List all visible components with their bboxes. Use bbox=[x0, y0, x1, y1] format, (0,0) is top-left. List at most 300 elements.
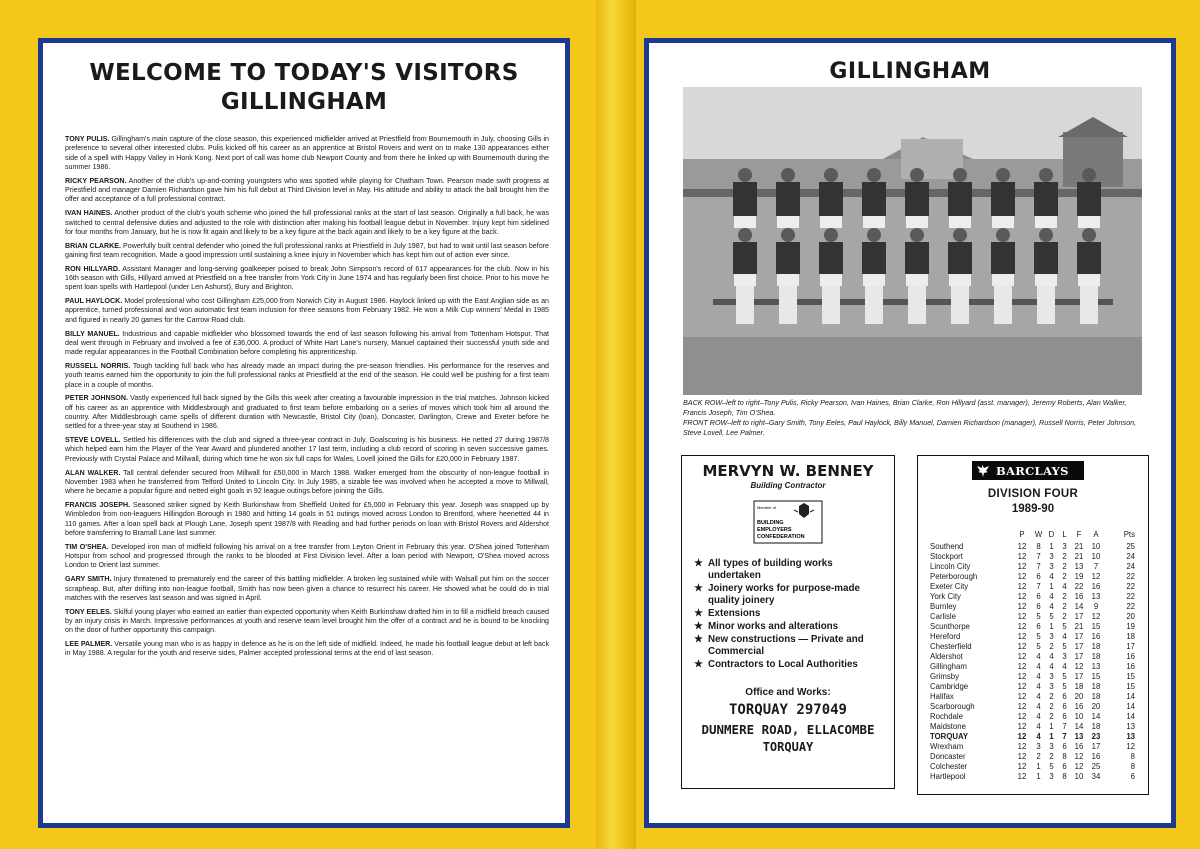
column-header: L bbox=[1062, 530, 1067, 539]
table-cell: 12 bbox=[1017, 632, 1027, 641]
advert-service-item bbox=[694, 583, 886, 607]
table-row bbox=[930, 642, 1135, 652]
table-cell: 22 bbox=[1074, 582, 1084, 591]
building-employers-logo bbox=[753, 500, 823, 544]
player-figure bbox=[776, 228, 800, 324]
advert-company-name: MERVYN W. BENNEY bbox=[702, 462, 874, 480]
photo-caption bbox=[683, 398, 1143, 438]
table-cell: 12 bbox=[1017, 692, 1027, 701]
column-header: P bbox=[1019, 530, 1025, 539]
profile-text: Seasoned striker signed by Keith Burkinshaw from Sheffield United for £5,000 in February this year. Joseph was snapped up by Wimbledon from non-leaguers Hillingdon Borough in 1980 and hitting 14 goals in 51 outings moved across London to Brentford, where heenetted 44 in 110 games. After a loan spell back at Plough Lane, Joseph spent 1987/8 with Reading and had further periods on loan with Bristol Rovers and Aldershot before transferring to Bramall Lane last summer. bbox=[65, 500, 549, 538]
table-row bbox=[930, 762, 1135, 772]
table-cell: 1 bbox=[1049, 622, 1054, 631]
team-name: Rochdale bbox=[930, 712, 963, 721]
table-cell: 5 bbox=[1036, 642, 1041, 651]
table-row bbox=[930, 682, 1135, 692]
table-cell: 7 bbox=[1036, 552, 1041, 561]
advert-service-item bbox=[694, 659, 886, 671]
profile-text: Tough tackling full back who has already made an impact during the pre-season friendlies. His performance for the reserves and youth teams earned him the opportunity to join the full professional ranks at Priestfield at the end of the season. He could well be pushing for a first team place in a couple of months. bbox=[65, 361, 549, 389]
division-title: DIVISION FOUR bbox=[987, 488, 1079, 500]
profile-player-name: RON HILLYARD. bbox=[65, 264, 120, 273]
team-name: Carlisle bbox=[930, 612, 956, 621]
table-cell: 14 bbox=[1074, 722, 1084, 731]
advert-service-text: New constructions — Private and Commercial bbox=[708, 634, 864, 657]
player-figure bbox=[991, 228, 1015, 324]
team-name: Chesterfield bbox=[930, 642, 972, 651]
table-cell: 9 bbox=[1093, 602, 1099, 611]
table-cell: 6 bbox=[1036, 572, 1041, 581]
table-cell: 6 bbox=[1130, 772, 1135, 781]
table-cell: 4 bbox=[1062, 632, 1067, 641]
table-cell: 2 bbox=[1062, 592, 1067, 601]
profile-text: Powerfully built central defender who joined the full professional ranks at Priestfield in July 1987, but had to wait until last season before gaining first team recognition. Made a good impression until sustaining a knee injury in November which has kept him out of action ever since. bbox=[65, 241, 549, 259]
player-figure bbox=[733, 228, 757, 324]
player-profile bbox=[65, 469, 549, 497]
player-figure bbox=[905, 228, 929, 324]
table-cell: 1 bbox=[1049, 722, 1054, 731]
table-cell: 12 bbox=[1017, 542, 1027, 551]
table-cell: 2 bbox=[1049, 692, 1054, 701]
table-cell: 2 bbox=[1062, 552, 1067, 561]
table-cell: 5 bbox=[1062, 642, 1067, 651]
table-cell: 12 bbox=[1017, 552, 1027, 561]
table-cell: 19 bbox=[1074, 572, 1084, 581]
table-cell: 16 bbox=[1091, 752, 1101, 761]
table-cell: 22 bbox=[1126, 572, 1135, 581]
profile-player-name: RICKY PEARSON. bbox=[65, 176, 127, 185]
table-cell: 12 bbox=[1017, 652, 1027, 661]
team-name: Doncaster bbox=[930, 752, 966, 761]
table-cell: 8 bbox=[1130, 752, 1135, 761]
team-photo bbox=[683, 87, 1142, 395]
table-row bbox=[930, 752, 1135, 762]
table-cell: 17 bbox=[1074, 642, 1084, 651]
table-cell: 7 bbox=[1036, 582, 1041, 591]
table-cell: 10 bbox=[1091, 552, 1101, 561]
table-cell: 2 bbox=[1036, 752, 1041, 761]
table-cell: 6 bbox=[1036, 622, 1041, 631]
table-cell: 20 bbox=[1126, 612, 1135, 621]
profile-player-name: TIM O'SHEA. bbox=[65, 542, 109, 551]
table-cell: 7 bbox=[1093, 562, 1099, 571]
table-cell: 8 bbox=[1036, 542, 1041, 551]
table-cell: 3 bbox=[1049, 672, 1054, 681]
column-header: W bbox=[1034, 530, 1043, 539]
table-cell: 2 bbox=[1062, 612, 1067, 621]
advert-service-text: All types of building works undertaken bbox=[708, 558, 833, 581]
table-cell: 12 bbox=[1074, 662, 1084, 671]
star-icon: ★ bbox=[694, 583, 703, 594]
table-cell: 12 bbox=[1074, 752, 1084, 761]
profile-player-name: TONY PULIS. bbox=[65, 135, 110, 143]
table-cell: 6 bbox=[1062, 702, 1067, 711]
table-cell: 4 bbox=[1036, 682, 1041, 691]
player-figure bbox=[1077, 228, 1101, 324]
logo-text-confederation: CONFEDERATION bbox=[757, 534, 805, 540]
table-cell: 18 bbox=[1091, 682, 1101, 691]
team-name: Gillingham bbox=[930, 662, 967, 671]
team-name: Grimsby bbox=[930, 672, 960, 681]
team-title: GILLINGHAM bbox=[829, 59, 991, 84]
player-profile bbox=[65, 135, 549, 172]
table-cell: 18 bbox=[1126, 632, 1135, 641]
table-cell: 17 bbox=[1074, 652, 1084, 661]
table-row bbox=[930, 772, 1135, 782]
league-table-header bbox=[930, 530, 1135, 540]
table-cell: 12 bbox=[1017, 752, 1027, 761]
table-cell: 17 bbox=[1091, 742, 1101, 751]
table-cell: 5 bbox=[1036, 632, 1041, 641]
left-page bbox=[38, 38, 570, 828]
table-cell: 13 bbox=[1126, 722, 1135, 731]
table-cell: 4 bbox=[1049, 652, 1054, 661]
table-cell: 3 bbox=[1049, 632, 1054, 641]
table-cell: 8 bbox=[1062, 772, 1067, 781]
table-cell: 17 bbox=[1126, 642, 1135, 651]
table-row bbox=[930, 592, 1135, 602]
table-cell: 12 bbox=[1017, 772, 1027, 781]
player-profile bbox=[65, 177, 549, 205]
table-cell: 12 bbox=[1017, 682, 1027, 691]
league-table-box bbox=[917, 455, 1149, 795]
table-cell: 6 bbox=[1062, 742, 1067, 751]
table-cell: 13 bbox=[1074, 732, 1084, 741]
team-name: Hereford bbox=[930, 632, 961, 641]
table-cell: 12 bbox=[1017, 722, 1027, 731]
table-cell: 3 bbox=[1049, 552, 1054, 561]
table-row bbox=[930, 692, 1135, 702]
table-row bbox=[930, 632, 1135, 642]
advert-subtitle: Building Contractor bbox=[750, 481, 826, 490]
column-header: Pts bbox=[1123, 530, 1135, 539]
table-cell: 12 bbox=[1017, 602, 1027, 611]
table-cell: 12 bbox=[1017, 662, 1027, 671]
league-table bbox=[930, 530, 1135, 782]
table-cell: 14 bbox=[1126, 702, 1135, 711]
advert-service-text: Joinery works for purpose-made quality joinery bbox=[708, 583, 860, 606]
team-name: Peterborough bbox=[930, 572, 978, 581]
table-cell: 2 bbox=[1049, 702, 1054, 711]
team-name: Exeter City bbox=[930, 582, 969, 591]
advert-town: TORQUAY bbox=[762, 740, 814, 754]
advert-service-item bbox=[694, 634, 886, 658]
table-cell: 14 bbox=[1074, 602, 1084, 611]
advert-service-item bbox=[694, 558, 886, 582]
table-cell: 18 bbox=[1091, 692, 1101, 701]
table-cell: 5 bbox=[1062, 672, 1067, 681]
team-name: TORQUAY bbox=[930, 732, 969, 741]
player-profile bbox=[65, 362, 549, 390]
star-icon: ★ bbox=[694, 558, 703, 569]
advert-phone: TORQUAY 297049 bbox=[728, 702, 847, 718]
table-cell: 12 bbox=[1017, 702, 1027, 711]
profile-text: Developed iron man of midfield following his arrival on a free transfer from Leyton Orient in February this year. O'Shea joined Tottenham Hotspur from school and progressed through the ranks to be blooded at First Division level. After a loan period with Newport, O'Shea moved across London to Orient last summer. bbox=[65, 542, 549, 570]
player-profile bbox=[65, 330, 549, 358]
table-cell: 12 bbox=[1017, 642, 1027, 651]
profile-text: Assistant Manager and long-serving goalkeeper poised to break John Simpson's record of 617 appearances for the club. Now in his 16th season with Gills, Hillyard arrived at Priestfield on a free transfer from York City in June 1974 and has regularly been first choice. Prior to his move he spent loan spells with Hartlepool (under Len Ashurst), Bury and Brighton. bbox=[65, 264, 549, 292]
table-cell: 6 bbox=[1062, 762, 1067, 771]
table-cell: 16 bbox=[1074, 702, 1084, 711]
player-figure bbox=[1034, 228, 1058, 324]
table-cell: 3 bbox=[1049, 682, 1054, 691]
player-profile bbox=[65, 265, 549, 293]
team-name: York City bbox=[930, 592, 961, 601]
team-name: Lincoln City bbox=[930, 562, 971, 571]
table-cell: 18 bbox=[1091, 722, 1101, 731]
table-cell: 3 bbox=[1049, 742, 1054, 751]
table-cell: 12 bbox=[1074, 762, 1084, 771]
sponsor-name: BARCLAYS bbox=[996, 463, 1069, 478]
table-row bbox=[930, 672, 1135, 682]
player-profile bbox=[65, 501, 549, 538]
table-cell: 22 bbox=[1126, 582, 1135, 591]
table-cell: 4 bbox=[1062, 662, 1067, 671]
table-row bbox=[930, 542, 1135, 552]
table-cell: 12 bbox=[1017, 622, 1027, 631]
table-cell: 21 bbox=[1074, 542, 1084, 551]
profile-text: Model professional who cost Gillingham £25,000 from Norwich City in August 1986. Haylock linked up with the East Anglian side as an apprentice, turned professional and won automatic first team inclusion for three seasons from February 1982. He won a Milk Cup winners' Medal in 1985 and figured in nearly 20 games for the Carrow Road club. bbox=[65, 297, 549, 324]
team-name: Hartlepool bbox=[930, 772, 966, 781]
advert-service-text: Extensions bbox=[708, 608, 761, 619]
table-cell: 4 bbox=[1062, 582, 1067, 591]
table-cell: 12 bbox=[1126, 742, 1135, 751]
table-row bbox=[930, 562, 1135, 572]
table-cell: 17 bbox=[1074, 612, 1084, 621]
star-icon: ★ bbox=[694, 608, 703, 619]
table-cell: 16 bbox=[1126, 652, 1135, 661]
profile-text: Another product of the club's youth scheme who joined the full professional ranks at the start of last season. Originally a full back, he was switched to central defensive duties and adjusted to the role with distinction after making his football league debut in November. Injury kept him sidelined for four months from January, but he is now fit again and likely to be a key figure at the back again and likely to be a key figure at the back. bbox=[65, 209, 549, 236]
profile-text: Industrious and capable midfielder who blossomed towards the end of last season following his arrival from Tottenham Hotspur. That deal went through in February and involved a fee of £36,000. A product of White Hart Lane's nursery, Manuel captained their successful youth side and made regular appearances in the Football Combination before completing his apprenticeship. bbox=[65, 329, 549, 357]
profile-player-name: STEVE LOVELL. bbox=[65, 436, 121, 445]
table-row bbox=[930, 622, 1135, 632]
logo-text-building: BUILDING bbox=[757, 520, 784, 526]
table-cell: 10 bbox=[1074, 772, 1084, 781]
table-cell: 16 bbox=[1091, 582, 1101, 591]
team-name: Stockport bbox=[930, 552, 963, 561]
table-cell: 21 bbox=[1074, 552, 1084, 561]
table-cell: 3 bbox=[1036, 742, 1041, 751]
table-cell: 8 bbox=[1062, 752, 1067, 761]
table-cell: 21 bbox=[1074, 622, 1084, 631]
table-row bbox=[930, 722, 1135, 732]
table-cell: 5 bbox=[1036, 612, 1041, 621]
table-cell: 12 bbox=[1017, 612, 1027, 621]
table-cell: 10 bbox=[1091, 542, 1101, 551]
table-cell: 5 bbox=[1049, 762, 1054, 771]
table-cell: 14 bbox=[1126, 692, 1135, 701]
table-cell: 1 bbox=[1049, 732, 1054, 741]
team-name: Scarborough bbox=[930, 702, 975, 711]
table-row bbox=[930, 572, 1135, 582]
table-cell: 13 bbox=[1126, 732, 1135, 741]
table-cell: 3 bbox=[1062, 542, 1067, 551]
advert-service-text: Minor works and alterations bbox=[708, 621, 839, 632]
table-row bbox=[930, 732, 1135, 742]
table-cell: 13 bbox=[1074, 562, 1084, 571]
star-icon: ★ bbox=[694, 659, 703, 670]
team-name: Maidstone bbox=[930, 722, 966, 731]
table-cell: 4 bbox=[1036, 652, 1041, 661]
table-cell: 24 bbox=[1126, 562, 1135, 571]
table-cell: 6 bbox=[1062, 692, 1067, 701]
table-cell: 20 bbox=[1074, 692, 1084, 701]
table-cell: 12 bbox=[1017, 762, 1027, 771]
profile-player-name: BILLY MANUEL. bbox=[65, 329, 120, 338]
table-cell: 7 bbox=[1036, 562, 1041, 571]
table-cell: 4 bbox=[1036, 672, 1041, 681]
profile-text: Versatile young man who is as happy in defence as he is on the left side of midfield. Indeed, he made his football league debut at left back in May 1988. A regular for the youth and reserve sides, Palmer accepted professional terms at the end of last season. bbox=[65, 640, 549, 658]
table-cell: 13 bbox=[1091, 662, 1101, 671]
title-line-2: GILLINGHAM bbox=[220, 89, 388, 115]
player-profiles bbox=[65, 135, 549, 663]
profile-text: Vastly experienced full back signed by the Gills this week after creating a favourable impression in the trial matches. Johnson kicked off his career as an apprentice with Middlesbrough and graduated to first team before embarking on a series of moves which took him all around the country. After Middlesbrough came spells of different duration with Newcastle, Bristol City (loan), Doncaster, Darlington, Crewe and Exeter before he settled for a three-year stay at Southend in 1986. bbox=[65, 394, 549, 431]
table-cell: 16 bbox=[1091, 632, 1101, 641]
table-cell: 4 bbox=[1036, 702, 1041, 711]
team-name: Southend bbox=[930, 542, 964, 551]
table-cell: 15 bbox=[1126, 682, 1135, 691]
table-cell: 4 bbox=[1049, 662, 1054, 671]
table-cell: 4 bbox=[1036, 692, 1041, 701]
table-row bbox=[930, 652, 1135, 662]
star-icon: ★ bbox=[694, 621, 703, 632]
table-cell: 4 bbox=[1049, 602, 1054, 611]
advert-services bbox=[690, 558, 886, 671]
profile-player-name: ALAN WALKER. bbox=[65, 468, 121, 477]
table-cell: 22 bbox=[1126, 592, 1135, 601]
table-cell: 2 bbox=[1049, 642, 1054, 651]
player-profile bbox=[65, 543, 549, 571]
profile-text: Another of the club's up-and-coming youngsters who was spotted while playing for Chatham Town. Pearson made swift progress at Priestfield and manager Damien Richardson gave him his full debut at Third Division level in May. His attitude and ability to attack the ball brought him the offer and acceptance of a full professional contract. bbox=[65, 176, 549, 204]
table-cell: 19 bbox=[1126, 622, 1135, 631]
player-profile bbox=[65, 209, 549, 237]
table-row bbox=[930, 712, 1135, 722]
profile-player-name: PETER JOHNSON. bbox=[65, 394, 128, 403]
team-name: Aldershot bbox=[930, 652, 963, 661]
player-profile bbox=[65, 608, 549, 636]
table-cell: 4 bbox=[1036, 732, 1041, 741]
table-cell: 12 bbox=[1017, 562, 1027, 571]
table-cell: 14 bbox=[1091, 712, 1101, 721]
table-cell: 25 bbox=[1126, 542, 1135, 551]
profile-player-name: PAUL HAYLOCK. bbox=[65, 297, 123, 306]
advert-service-item bbox=[694, 621, 886, 633]
team-name: Wrexham bbox=[930, 742, 964, 751]
table-cell: 7 bbox=[1062, 732, 1067, 741]
table-cell: 2 bbox=[1049, 712, 1054, 721]
team-name: Burnley bbox=[930, 602, 957, 611]
profile-player-name: IVAN HAINES. bbox=[65, 209, 113, 218]
profile-text: Skilful young player who earned an earlier than expected opportunity when Keith Burkinshaw drafted him in to fill a midfield breach caused by an injury crisis in March. Impressive performances at youth and reserve team level brought him the offer of a contract and he is bound to be knocking on the door of further opportunity this campaign. bbox=[65, 607, 549, 635]
logo-member-text: Member of bbox=[757, 505, 777, 510]
table-cell: 12 bbox=[1017, 672, 1027, 681]
table-cell: 6 bbox=[1036, 592, 1041, 601]
table-cell: 15 bbox=[1091, 622, 1101, 631]
table-row bbox=[930, 612, 1135, 622]
table-cell: 3 bbox=[1062, 652, 1067, 661]
programme-spine bbox=[596, 0, 636, 849]
table-row bbox=[930, 582, 1135, 592]
table-cell: 5 bbox=[1049, 612, 1054, 621]
table-cell: 12 bbox=[1017, 592, 1027, 601]
table-cell: 17 bbox=[1074, 672, 1084, 681]
table-cell: 4 bbox=[1049, 572, 1054, 581]
table-cell: 16 bbox=[1074, 742, 1084, 751]
table-cell: 12 bbox=[1017, 572, 1027, 581]
table-cell: 5 bbox=[1062, 622, 1067, 631]
player-profile bbox=[65, 640, 549, 659]
caption-back-row: BACK ROW–left to right–Tony Pulis, Ricky Pearson, Ivan Haines, Brian Clarke, Ron Hillyard (asst. manager), Jeremy Roberts, Alan Walker, Francis Joseph, Tim O'Shea. bbox=[683, 398, 1127, 417]
team-name: Halifax bbox=[930, 692, 954, 701]
table-cell: 2 bbox=[1049, 752, 1054, 761]
table-cell: 13 bbox=[1091, 592, 1101, 601]
profile-text: Gillingham's main capture of the close season, this experienced midfielder arrived at Priestfield from Bournemouth in July, choosing Gills in preference to several other interested clubs. Pulis kicked off his career as an apprentice at Bristol Rovers and went on to make 130 appearances either side of a spell with Happy Valley in Honk Kong. Next port of call was home club Newport County and from there he linked up with Bournemouth during the summer 1986. bbox=[65, 135, 549, 172]
table-cell: 12 bbox=[1017, 582, 1027, 591]
table-cell: 12 bbox=[1017, 712, 1027, 721]
table-cell: 18 bbox=[1091, 652, 1101, 661]
table-cell: 8 bbox=[1130, 762, 1135, 771]
table-cell: 20 bbox=[1091, 702, 1101, 711]
advert-service-text: Contractors to Local Authorities bbox=[708, 659, 858, 670]
table-cell: 18 bbox=[1091, 642, 1101, 651]
player-profile bbox=[65, 297, 549, 325]
table-row bbox=[930, 662, 1135, 672]
team-name: Colchester bbox=[930, 762, 968, 771]
division-season: 1989-90 bbox=[1011, 503, 1055, 515]
table-row bbox=[930, 702, 1135, 712]
table-cell: 6 bbox=[1062, 712, 1067, 721]
table-cell: 2 bbox=[1062, 602, 1067, 611]
profile-player-name: BRIAN CLARKE. bbox=[65, 241, 121, 250]
caption-front-row: FRONT ROW–left to right–Gary Smith, Tony Eeles, Paul Haylock, Billy Manuel, Damien Richardson (manager), Russell Norris, Peter Johnson, Steve Lovell, Lee Palmer. bbox=[683, 418, 1137, 437]
table-row bbox=[930, 552, 1135, 562]
player-figure bbox=[948, 228, 972, 324]
profile-player-name: LEE PALMER. bbox=[65, 640, 113, 649]
table-cell: 34 bbox=[1091, 772, 1101, 781]
profile-player-name: RUSSELL NORRIS. bbox=[65, 361, 131, 370]
advert-office-label: Office and Works: bbox=[745, 687, 831, 698]
player-profile bbox=[65, 394, 549, 431]
title-line-1: WELCOME TO TODAY'S VISITORS bbox=[89, 60, 519, 86]
table-cell: 15 bbox=[1091, 672, 1101, 681]
table-cell: 12 bbox=[1017, 742, 1027, 751]
table-cell: 16 bbox=[1126, 662, 1135, 671]
profile-player-name: FRANCIS JOSEPH. bbox=[65, 500, 131, 509]
team-name: Cambridge bbox=[930, 682, 969, 691]
benney-advert bbox=[681, 455, 895, 789]
profile-text: Settled his differences with the club and signed a three-year contract in July. Goalscoring is his business. He netted 27 during 1987/8 which helped earn him the Player of the Year Award and plundered another 17 last term, including a club record of scoring in seven successive games. Previously with Crystal Palace and Millwall, during which time he won six full caps for Wales, Lovell joined the Gills for £20,000 in February 1987. bbox=[65, 436, 549, 463]
star-icon: ★ bbox=[694, 634, 703, 645]
column-header: A bbox=[1093, 530, 1099, 539]
table-cell: 6 bbox=[1036, 602, 1041, 611]
player-figure bbox=[819, 228, 843, 324]
table-cell: 12 bbox=[1017, 732, 1027, 741]
table-cell: 4 bbox=[1049, 592, 1054, 601]
player-profile bbox=[65, 242, 549, 261]
table-cell: 10 bbox=[1074, 712, 1084, 721]
table-cell: 2 bbox=[1062, 562, 1067, 571]
table-cell: 25 bbox=[1091, 762, 1101, 771]
table-cell: 3 bbox=[1049, 772, 1054, 781]
table-cell: 22 bbox=[1126, 602, 1135, 611]
table-cell: 4 bbox=[1036, 722, 1041, 731]
table-cell: 2 bbox=[1062, 572, 1067, 581]
column-header: F bbox=[1076, 530, 1082, 539]
advert-service-item bbox=[694, 608, 886, 620]
table-cell: 5 bbox=[1062, 682, 1067, 691]
table-row bbox=[930, 742, 1135, 752]
logo-text-employers: EMPLOYERS bbox=[757, 527, 792, 533]
table-cell: 12 bbox=[1091, 572, 1101, 581]
